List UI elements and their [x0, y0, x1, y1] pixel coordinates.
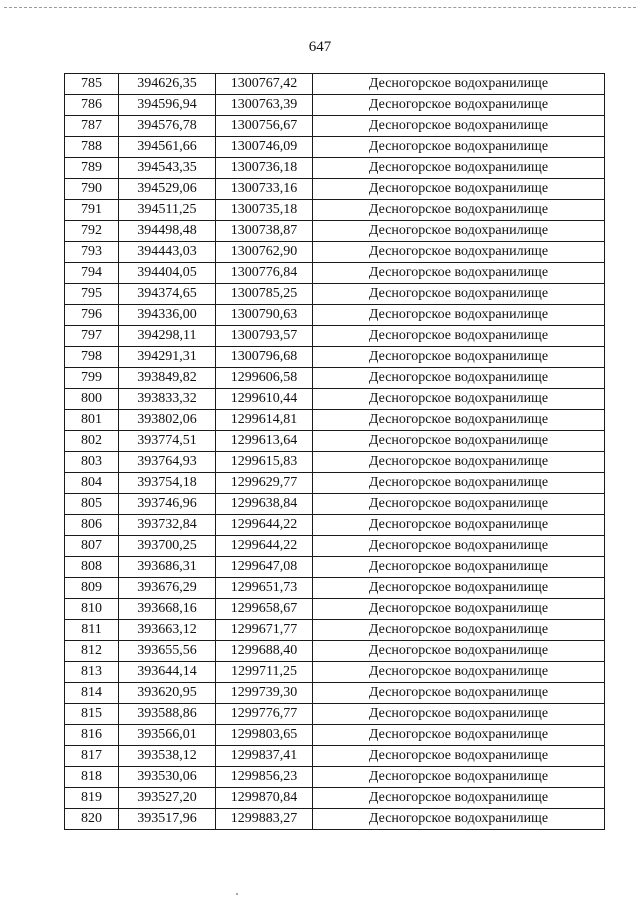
- table-row: [65, 767, 605, 788]
- water-body-name-cell: Десногорское водохранилище: [313, 158, 605, 179]
- table-row: [65, 242, 605, 263]
- y-coordinate-cell: 1300776,84: [216, 263, 313, 284]
- x-coordinate-cell: 394543,35: [119, 158, 216, 179]
- table-row: [65, 347, 605, 368]
- y-coordinate-cell: 1299638,84: [216, 494, 313, 515]
- water-body-name-cell: Десногорское водохранилище: [313, 725, 605, 746]
- y-coordinate-cell: 1300763,39: [216, 95, 313, 116]
- y-coordinate-cell: 1299658,67: [216, 599, 313, 620]
- y-coordinate-cell: 1299613,64: [216, 431, 313, 452]
- table-row: [65, 263, 605, 284]
- table-row: [65, 389, 605, 410]
- top-scan-rule: [4, 7, 636, 8]
- y-coordinate-cell: 1299688,40: [216, 641, 313, 662]
- water-body-name-cell: Десногорское водохранилище: [313, 137, 605, 158]
- x-coordinate-cell: 393676,29: [119, 578, 216, 599]
- x-coordinate-cell: 393802,06: [119, 410, 216, 431]
- table-row: [65, 410, 605, 431]
- page-number: 647: [308, 39, 332, 55]
- y-coordinate-cell: 1299883,27: [216, 809, 313, 830]
- x-coordinate-cell: 393700,25: [119, 536, 216, 557]
- table-row: [65, 74, 605, 95]
- water-body-name-cell: Десногорское водохранилище: [313, 221, 605, 242]
- water-body-name-cell: Десногорское водохранилище: [313, 452, 605, 473]
- table-row: [65, 599, 605, 620]
- point-number-cell: 789: [65, 158, 119, 179]
- x-coordinate-cell: 393588,86: [119, 704, 216, 725]
- x-coordinate-cell: 393732,84: [119, 515, 216, 536]
- point-number-cell: 787: [65, 116, 119, 137]
- y-coordinate-cell: 1300790,63: [216, 305, 313, 326]
- x-coordinate-cell: 393849,82: [119, 368, 216, 389]
- y-coordinate-cell: 1299606,58: [216, 368, 313, 389]
- table-row: [65, 431, 605, 452]
- table-row: [65, 620, 605, 641]
- point-number-cell: 820: [65, 809, 119, 830]
- water-body-name-cell: Десногорское водохранилище: [313, 326, 605, 347]
- y-coordinate-cell: 1300796,68: [216, 347, 313, 368]
- y-coordinate-cell: 1300767,42: [216, 74, 313, 95]
- x-coordinate-cell: 393566,01: [119, 725, 216, 746]
- table-row: [65, 662, 605, 683]
- y-coordinate-cell: 1299647,08: [216, 557, 313, 578]
- point-number-cell: 811: [65, 620, 119, 641]
- table-row: [65, 809, 605, 830]
- water-body-name-cell: Десногорское водохранилище: [313, 767, 605, 788]
- water-body-name-cell: Десногорское водохранилище: [313, 284, 605, 305]
- table-row: [65, 158, 605, 179]
- x-coordinate-cell: 393764,93: [119, 452, 216, 473]
- y-coordinate-cell: 1300736,18: [216, 158, 313, 179]
- point-number-cell: 803: [65, 452, 119, 473]
- point-number-cell: 801: [65, 410, 119, 431]
- point-number-cell: 793: [65, 242, 119, 263]
- water-body-name-cell: Десногорское водохранилище: [313, 347, 605, 368]
- water-body-name-cell: Десногорское водохранилище: [313, 431, 605, 452]
- water-body-name-cell: Десногорское водохранилище: [313, 494, 605, 515]
- water-body-name-cell: Десногорское водохранилище: [313, 515, 605, 536]
- x-coordinate-cell: 393530,06: [119, 767, 216, 788]
- table-row: [65, 221, 605, 242]
- point-number-cell: 816: [65, 725, 119, 746]
- table-row: [65, 641, 605, 662]
- point-number-cell: 796: [65, 305, 119, 326]
- y-coordinate-cell: 1300746,09: [216, 137, 313, 158]
- y-coordinate-cell: 1299776,77: [216, 704, 313, 725]
- water-body-name-cell: Десногорское водохранилище: [313, 746, 605, 767]
- y-coordinate-cell: 1299651,73: [216, 578, 313, 599]
- water-body-name-cell: Десногорское водохранилище: [313, 74, 605, 95]
- point-number-cell: 798: [65, 347, 119, 368]
- y-coordinate-cell: 1299856,23: [216, 767, 313, 788]
- point-number-cell: 808: [65, 557, 119, 578]
- y-coordinate-cell: 1299803,65: [216, 725, 313, 746]
- point-number-cell: 790: [65, 179, 119, 200]
- x-coordinate-cell: 394626,35: [119, 74, 216, 95]
- point-number-cell: 786: [65, 95, 119, 116]
- x-coordinate-cell: 393668,16: [119, 599, 216, 620]
- x-coordinate-cell: 394291,31: [119, 347, 216, 368]
- table-row: [65, 137, 605, 158]
- water-body-name-cell: Десногорское водохранилище: [313, 116, 605, 137]
- point-number-cell: 791: [65, 200, 119, 221]
- table-row: [65, 116, 605, 137]
- table-row: [65, 536, 605, 557]
- water-body-name-cell: Десногорское водохранилище: [313, 662, 605, 683]
- point-number-cell: 809: [65, 578, 119, 599]
- x-coordinate-cell: 394443,03: [119, 242, 216, 263]
- y-coordinate-cell: 1299671,77: [216, 620, 313, 641]
- x-coordinate-cell: 393774,51: [119, 431, 216, 452]
- point-number-cell: 804: [65, 473, 119, 494]
- water-body-name-cell: Десногорское водохранилище: [313, 179, 605, 200]
- coordinates-table: [64, 73, 605, 830]
- table-row: [65, 473, 605, 494]
- x-coordinate-cell: 394576,78: [119, 116, 216, 137]
- table-row: [65, 746, 605, 767]
- table-row: [65, 305, 605, 326]
- x-coordinate-cell: 394511,25: [119, 200, 216, 221]
- point-number-cell: 799: [65, 368, 119, 389]
- table-row: [65, 95, 605, 116]
- point-number-cell: 814: [65, 683, 119, 704]
- table-row: [65, 578, 605, 599]
- y-coordinate-cell: 1299837,41: [216, 746, 313, 767]
- point-number-cell: 807: [65, 536, 119, 557]
- table-row: [65, 557, 605, 578]
- point-number-cell: 819: [65, 788, 119, 809]
- y-coordinate-cell: 1299614,81: [216, 410, 313, 431]
- water-body-name-cell: Десногорское водохранилище: [313, 683, 605, 704]
- y-coordinate-cell: 1300738,87: [216, 221, 313, 242]
- point-number-cell: 788: [65, 137, 119, 158]
- table-row: [65, 284, 605, 305]
- y-coordinate-cell: 1299870,84: [216, 788, 313, 809]
- x-coordinate-cell: 394498,48: [119, 221, 216, 242]
- scan-speck: [236, 893, 238, 895]
- table-row: [65, 788, 605, 809]
- x-coordinate-cell: 393655,56: [119, 641, 216, 662]
- x-coordinate-cell: 393754,18: [119, 473, 216, 494]
- water-body-name-cell: Десногорское водохранилище: [313, 410, 605, 431]
- x-coordinate-cell: 394404,05: [119, 263, 216, 284]
- x-coordinate-cell: 393746,96: [119, 494, 216, 515]
- x-coordinate-cell: 393538,12: [119, 746, 216, 767]
- water-body-name-cell: Десногорское водохранилище: [313, 641, 605, 662]
- point-number-cell: 792: [65, 221, 119, 242]
- water-body-name-cell: Десногорское водохранилище: [313, 620, 605, 641]
- point-number-cell: 795: [65, 284, 119, 305]
- x-coordinate-cell: 393833,32: [119, 389, 216, 410]
- water-body-name-cell: Десногорское водохранилище: [313, 242, 605, 263]
- coordinates-table-body: [65, 74, 605, 830]
- x-coordinate-cell: 393517,96: [119, 809, 216, 830]
- water-body-name-cell: Десногорское водохранилище: [313, 578, 605, 599]
- point-number-cell: 802: [65, 431, 119, 452]
- y-coordinate-cell: 1300785,25: [216, 284, 313, 305]
- water-body-name-cell: Десногорское водохранилище: [313, 200, 605, 221]
- point-number-cell: 800: [65, 389, 119, 410]
- y-coordinate-cell: 1299739,30: [216, 683, 313, 704]
- table-row: [65, 704, 605, 725]
- x-coordinate-cell: 394561,66: [119, 137, 216, 158]
- table-row: [65, 452, 605, 473]
- y-coordinate-cell: 1299644,22: [216, 515, 313, 536]
- water-body-name-cell: Десногорское водохранилище: [313, 95, 605, 116]
- water-body-name-cell: Десногорское водохранилище: [313, 788, 605, 809]
- point-number-cell: 805: [65, 494, 119, 515]
- water-body-name-cell: Десногорское водохранилище: [313, 809, 605, 830]
- water-body-name-cell: Десногорское водохранилище: [313, 473, 605, 494]
- point-number-cell: 815: [65, 704, 119, 725]
- point-number-cell: 817: [65, 746, 119, 767]
- point-number-cell: 813: [65, 662, 119, 683]
- y-coordinate-cell: 1299711,25: [216, 662, 313, 683]
- table-row: [65, 725, 605, 746]
- point-number-cell: 785: [65, 74, 119, 95]
- x-coordinate-cell: 394529,06: [119, 179, 216, 200]
- point-number-cell: 810: [65, 599, 119, 620]
- y-coordinate-cell: 1299629,77: [216, 473, 313, 494]
- table-row: [65, 179, 605, 200]
- y-coordinate-cell: 1300733,16: [216, 179, 313, 200]
- table-row: [65, 683, 605, 704]
- table-row: [65, 515, 605, 536]
- point-number-cell: 797: [65, 326, 119, 347]
- x-coordinate-cell: 393527,20: [119, 788, 216, 809]
- y-coordinate-cell: 1300756,67: [216, 116, 313, 137]
- water-body-name-cell: Десногорское водохранилище: [313, 557, 605, 578]
- water-body-name-cell: Десногорское водохранилище: [313, 263, 605, 284]
- y-coordinate-cell: 1299644,22: [216, 536, 313, 557]
- y-coordinate-cell: 1300793,57: [216, 326, 313, 347]
- point-number-cell: 806: [65, 515, 119, 536]
- point-number-cell: 818: [65, 767, 119, 788]
- y-coordinate-cell: 1299610,44: [216, 389, 313, 410]
- table-row: [65, 368, 605, 389]
- x-coordinate-cell: 393644,14: [119, 662, 216, 683]
- water-body-name-cell: Десногорское водохранилище: [313, 536, 605, 557]
- point-number-cell: 812: [65, 641, 119, 662]
- x-coordinate-cell: 394374,65: [119, 284, 216, 305]
- y-coordinate-cell: 1299615,83: [216, 452, 313, 473]
- table-row: [65, 494, 605, 515]
- x-coordinate-cell: 393686,31: [119, 557, 216, 578]
- table-row: [65, 326, 605, 347]
- water-body-name-cell: Десногорское водохранилище: [313, 368, 605, 389]
- water-body-name-cell: Десногорское водохранилище: [313, 704, 605, 725]
- x-coordinate-cell: 393663,12: [119, 620, 216, 641]
- water-body-name-cell: Десногорское водохранилище: [313, 305, 605, 326]
- point-number-cell: 794: [65, 263, 119, 284]
- x-coordinate-cell: 394298,11: [119, 326, 216, 347]
- water-body-name-cell: Десногорское водохранилище: [313, 389, 605, 410]
- table-row: [65, 200, 605, 221]
- x-coordinate-cell: 394596,94: [119, 95, 216, 116]
- x-coordinate-cell: 393620,95: [119, 683, 216, 704]
- water-body-name-cell: Десногорское водохранилище: [313, 599, 605, 620]
- y-coordinate-cell: 1300735,18: [216, 200, 313, 221]
- y-coordinate-cell: 1300762,90: [216, 242, 313, 263]
- x-coordinate-cell: 394336,00: [119, 305, 216, 326]
